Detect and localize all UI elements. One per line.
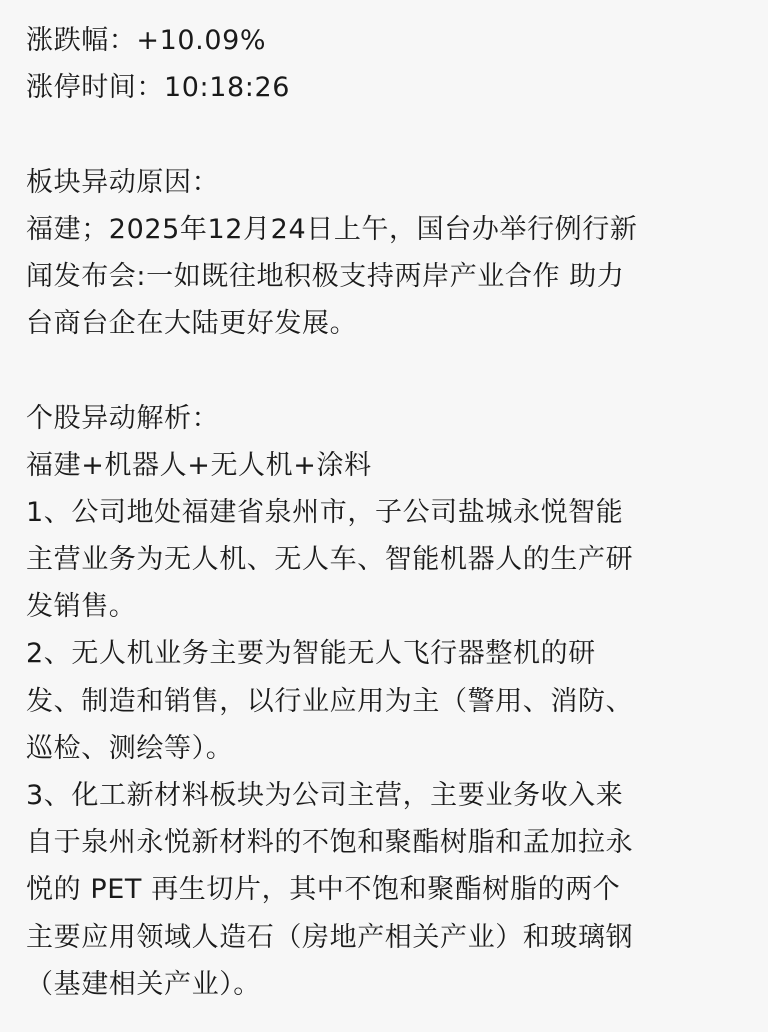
spacer bbox=[26, 111, 746, 158]
analysis-line: 主营业务为无人机、无人车、智能机器人的生产研 bbox=[26, 544, 634, 576]
limit-up-time-line: 涨停时间：10:18:26 bbox=[26, 72, 291, 104]
stock-analysis-heading: 个股异动解析： bbox=[26, 402, 220, 434]
analysis-line: 巡检、测绘等）。 bbox=[26, 732, 234, 764]
sector-reason-line: 台商台企在大陆更好发展。 bbox=[26, 308, 358, 340]
sector-reason-line: 闻发布会:一如既往地积极支持两岸产业合作 助力 bbox=[26, 260, 625, 292]
spacer bbox=[26, 347, 746, 394]
analysis-line: 3、化工新材料板块为公司主营，主要业务收入来 bbox=[26, 780, 624, 811]
analysis-line: 2、无人机业务主要为智能无人飞行器整机的研 bbox=[26, 638, 596, 670]
analysis-line: 自于泉州永悦新材料的不饱和聚酯树脂和孟加拉永 bbox=[26, 827, 634, 859]
sector-reason-heading: 板块异动原因： bbox=[26, 166, 220, 198]
sector-reason-line: 福建；2025年12月24日上午，国台办举行例行新 bbox=[26, 213, 638, 245]
analysis-line: 发、制造和销售，以行业应用为主（警用、消防、 bbox=[26, 685, 634, 717]
analysis-line: （基建相关产业）。 bbox=[26, 968, 261, 1000]
stock-tags: 福建+机器人+无人机+涂料 bbox=[26, 449, 372, 481]
analysis-line: 悦的 PET 再生切片，其中不饱和聚酯树脂的两个 bbox=[26, 874, 621, 906]
analysis-line: 发销售。 bbox=[26, 591, 137, 623]
analysis-line: 1、公司地处福建省泉州市，子公司盐城永悦智能 bbox=[26, 496, 624, 528]
change-percent-line: 涨跌幅：+10.09% bbox=[26, 25, 267, 56]
analysis-line: 主要应用领域人造石（房地产相关产业）和玻璃钢 bbox=[26, 921, 634, 953]
